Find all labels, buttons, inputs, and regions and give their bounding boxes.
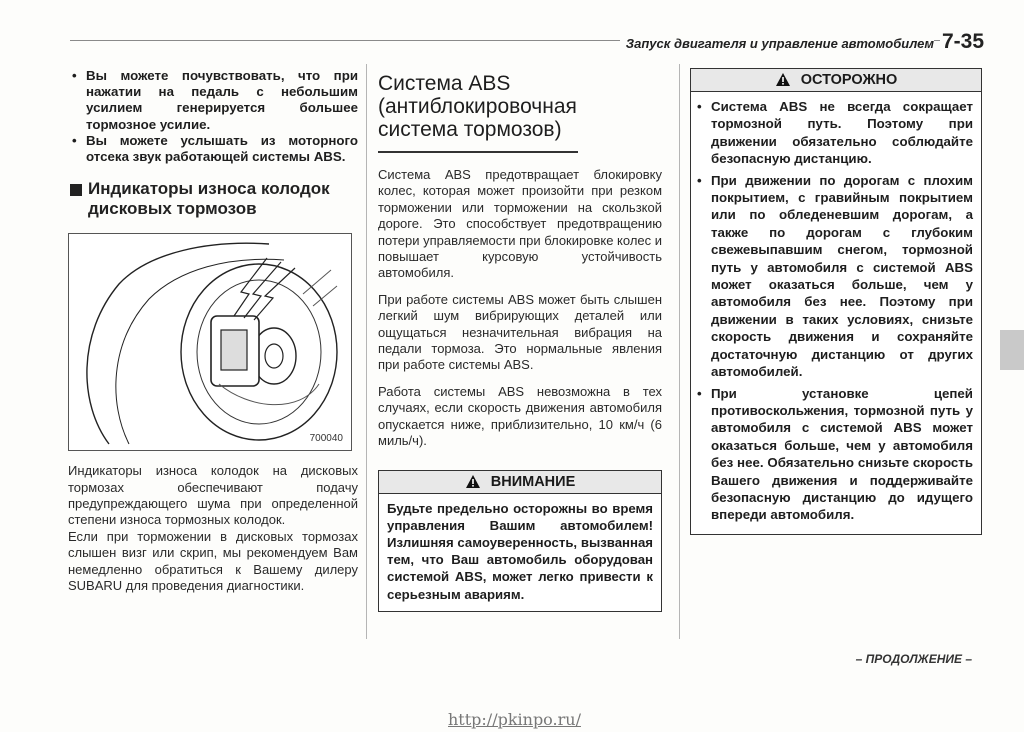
source-url-link[interactable]: http://pkinpo.ru/: [448, 710, 581, 729]
paragraph: Если при торможении в дисковых тормозах слышен визг или скрип, мы рекомендуем Вам немедленно обратиться к Вашему дилеру SUBARU для проведения диагностики.: [68, 528, 358, 594]
notice-body: [379, 494, 661, 611]
list-item: • Вы можете услышать из моторного отсека звук работающей системы ABS.: [68, 133, 358, 165]
list-item: • При установке цепей противоскольжения, тормозной путь у автомобиля с системой ABS может оказаться больше, чем у автомобиля без нее. Обязательно снизьте скорость Вашего движения и поддерживайте безопасную дистанцию до идущего впереди автомобиля.: [693, 385, 973, 524]
warning-triangle-icon: [775, 72, 791, 87]
caution-heading: ОСТОРОЖНО: [800, 72, 898, 88]
list-item: • Вы можете почувствовать, что при нажатии на педаль с небольшим усилием генерируется большее тормозное усилие.: [68, 68, 358, 133]
running-header: Запуск двигателя и управление автомобилем: [620, 36, 934, 51]
square-bullet-icon: [70, 184, 82, 196]
paragraph: Индикаторы износа колодок на дисковых тормозах обеспечивают подачу предупреждающего шума при определенной степени износа тормозных колодок.: [68, 463, 358, 528]
paragraph: Работа системы ABS невозможна в тех случаях, если скорость движения автомобиля опускается ниже, приблизительно, 10 км/ч (6 миль/ч).: [378, 383, 662, 449]
section-heading-text: Индикаторы износа колодок дисковых тормозов: [88, 179, 330, 219]
column-3: [690, 68, 982, 535]
brake-wear-indicator-figure: [68, 233, 352, 451]
column-1: [68, 68, 358, 594]
page-number: 7-35: [941, 30, 984, 53]
column-divider-1: [366, 64, 367, 639]
notice-box: [378, 470, 662, 612]
caution-header: [691, 69, 981, 92]
chapter-thumb-tab: [1000, 330, 1024, 370]
list-item: • При движении по дорогам с плохим покрытием, с гравийным покрытием или по обледеневшим дорогам, а также по дорогам с глубоким свежевыпавшим снегом, тормозной путь у автомобиля с системой ABS может оказаться больше, чем у автомобиля без нее. Поэтому при движении в таких условиях, снизьте скорость движения и сохраняйте достаточную дистанцию от других автомобилей.: [693, 172, 973, 381]
notice-text: Будьте предельно осторожны во время управления Вашим автомобилем! Излишняя самоуверенность, вызванная тем, что Ваш автомобиль оборудован системой ABS, может легко привести к серьезным авариям.: [387, 500, 653, 602]
section-heading: [68, 179, 358, 219]
paragraph: Система ABS предотвращает блокировку колес, которая может произойти при резком торможении или торможении на скользкой дороге. Это способствует предотвращению потери управляемости при блокировке колес и повышает курсовую устойчивость автомобиля.: [378, 167, 663, 281]
figure-code: 700040: [309, 433, 343, 445]
notice-heading: ВНИМАНИЕ: [490, 473, 576, 490]
title-rule: [378, 151, 578, 153]
brake-disc-illustration: [69, 234, 351, 450]
warning-triangle-icon: [465, 474, 481, 489]
caution-body: [691, 92, 981, 534]
list-item: • Система ABS не всегда сокращает тормозной путь. Поэтому при движении обязательно соблюдайте безопасную дистанцию.: [693, 98, 973, 168]
column-divider-2: [679, 64, 680, 639]
column-2: [378, 68, 662, 612]
abs-section-title: Система ABS (антиблокировочная система тормозов): [378, 72, 577, 141]
caution-bullet-list: [693, 98, 973, 524]
caution-box: [690, 68, 982, 535]
notice-header: [379, 471, 661, 494]
intro-bullet-list: [68, 68, 358, 165]
paragraph: При работе системы ABS может быть слышен легкий шум вибрирующих деталей или ощущаться незначительная вибрация на педали тормоза. Это нормальные явления при работе системы ABS.: [378, 291, 662, 373]
continued-label: – ПРОДОЛЖЕНИЕ –: [855, 652, 972, 666]
